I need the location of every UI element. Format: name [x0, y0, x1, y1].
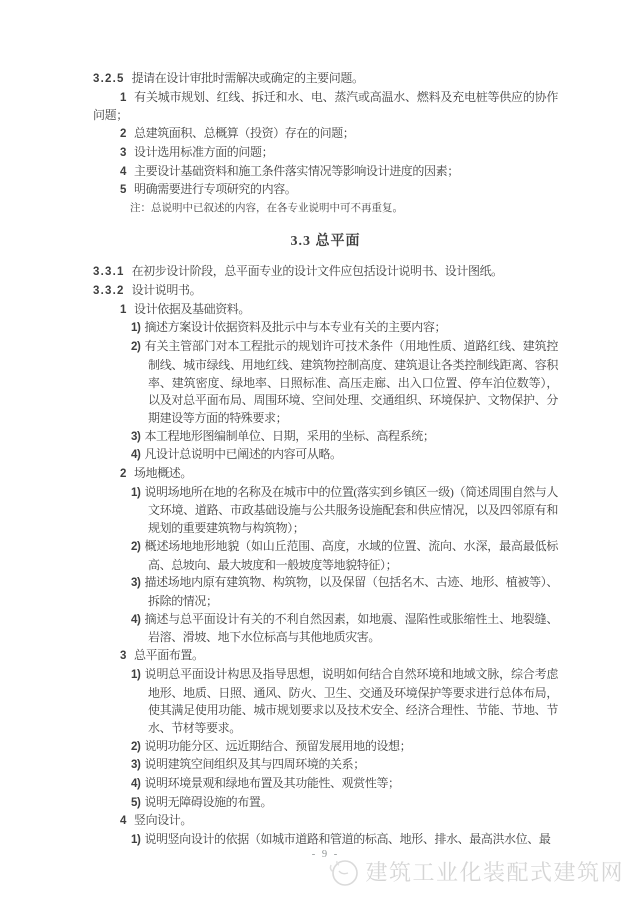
subitem-number: 1) [131, 834, 141, 847]
item-number: 3 [120, 146, 126, 159]
subitem-number: 4) [131, 449, 141, 462]
subitem-number: 1) [131, 486, 141, 499]
item-number: 4 [120, 815, 126, 828]
item-number: 3 [120, 650, 126, 663]
item-paragraph: 3 设计选用标准方面的问题； [120, 144, 274, 159]
subitem-number: 3) [131, 430, 141, 443]
subitem-paragraph: 4) 凡设计总说明中已阐述的内容可从略。 [131, 447, 342, 462]
note-paragraph: 注：总说明中已叙述的内容，在各专业说明中可不再重复。 [130, 202, 403, 214]
subitem-paragraph: 2) 说明功能分区、远近期结合、预留发展用地的设想； [131, 738, 412, 753]
subitem-number: 3) [131, 759, 141, 772]
subitem-number: 5) [131, 796, 141, 809]
clause-paragraph: 3.3.1 在初步设计阶段，总平面专业的设计文件应包括设计说明书、设计图纸。 [93, 264, 503, 279]
watermark-logo-icon [325, 853, 361, 889]
page-number: - 9 - [311, 849, 340, 860]
item-paragraph: 1 有关城市规划、红线、拆迁和水、电、蒸汽或高温水、燃料及充电桩等供应的协作问题； [93, 89, 558, 123]
subitem-paragraph: 4) 说明环境景观和绿地布置及其功能性、观赏性等； [131, 776, 400, 791]
subitem-paragraph: 1) 说明总平面设计构思及指导思想，说明如何结合自然环境和地域文脉，综合考虑地形、地质、日照、通风、防火、卫生、交通及环境保护等要求进行总体布局，使其满足使用功能、城市规划要求以及技术安全、经济合理性、节能、节地、节水、节材等要求。 [131, 666, 558, 735]
item-number: 2 [120, 468, 126, 481]
subitem-number: 2) [131, 341, 141, 354]
subitem-paragraph: 1) 说明场地所在地的名称及在城市中的位置(落实到乡镇区一级)（简述周围自然与人文环境、道路、市政基础设施与公共服务设施配套和供应情况，以及四邻原有和规划的重要建筑物与构筑物）； [131, 484, 558, 536]
subitem-paragraph: 1) 摘述方案设计依据资料及批示中与本专业有关的主要内容； [131, 320, 447, 335]
subitem-paragraph: 3) 说明建筑空间组织及其与四周环境的关系； [131, 757, 365, 772]
watermark [325, 853, 624, 889]
item-paragraph: 4 主要设计基础资料和施工条件落实情况等影响设计进度的因素； [120, 163, 459, 178]
subitem-number: 1) [131, 668, 141, 681]
subitem-paragraph: 4) 摘述与总平面设计有关的不利自然因素，如地震、湿陷性或胀缩性土、地裂缝、岩溶、滑坡、地下水位标高与其他地质灾害。 [131, 611, 558, 645]
item-paragraph: 2 总建筑面积、总概算（投资）存在的问题； [120, 126, 355, 141]
clause-number: 3.3.2 [93, 285, 125, 298]
subitem-number: 3) [131, 577, 141, 590]
item-number: 1 [120, 303, 126, 316]
item-number: 5 [120, 184, 126, 197]
subitem-number: 4) [131, 778, 141, 791]
subitem-number: 4) [131, 613, 141, 626]
item-number: 2 [120, 128, 126, 141]
clause-paragraph: 3.2.5 提请在设计审批时需解决或确定的主要问题。 [93, 71, 364, 85]
subitem-number: 2) [131, 740, 141, 753]
subitem-paragraph: 1) 说明竖向设计的依据（如城市道路和管道的标高、地形、排水、最高洪水位、最 [131, 832, 551, 847]
item-paragraph: 2 场地概述。 [120, 466, 193, 481]
item-paragraph: 1 设计依据及基础资料。 [120, 301, 251, 316]
subitem-paragraph: 2) 概述场地地形地貌（如山丘范围、高度，水域的位置、流向、水深，最高最低标高、总坡向、最大坡度和一般坡度等地貌特征）； [131, 538, 558, 572]
clause-number: 3.3.1 [93, 266, 125, 279]
subitem-number: 1) [131, 322, 141, 335]
document-body [93, 70, 558, 850]
subitem-paragraph: 2) 有关主管部门对本工程批示的规划许可技术条件（用地性质、道路红线、建筑控制线、城市绿线、用地红线、建筑物控制高度、建筑退让各类控制线距离、容积率、建筑密度、绿地率、日照标准、高压走廊、出入口位置、停车泊位数等），以及对总平面布局、周围环境、空间处理、交通组织、环境保护、文物保护、分期建设等方面的特殊要求； [131, 339, 558, 425]
clause-paragraph: 3.3.2 设计说明书。 [93, 283, 202, 298]
item-number: 1 [120, 91, 126, 104]
subitem-paragraph: 5) 说明无障碍设施的布置。 [131, 794, 273, 809]
subitem-number: 2) [131, 540, 141, 553]
subitem-paragraph: 3) 本工程地形图编制单位、日期，采用的坐标、高程系统； [131, 428, 435, 443]
item-paragraph: 3 总平面布置。 [120, 648, 204, 663]
item-paragraph: 5 明确需要进行专项研究的内容。 [120, 182, 297, 197]
item-number: 4 [120, 165, 126, 178]
clause-number: 3.2.5 [93, 73, 125, 85]
subitem-paragraph: 3) 描述场地内原有建筑物、构筑物，以及保留（包括名木、古迹、地形、植被等）、拆除的情况； [131, 575, 558, 608]
section-heading: 3.3 总平面 [290, 233, 361, 249]
watermark-text: 建筑工业化装配式建筑网 [365, 859, 624, 885]
item-paragraph: 4 竖向设计。 [120, 813, 193, 828]
